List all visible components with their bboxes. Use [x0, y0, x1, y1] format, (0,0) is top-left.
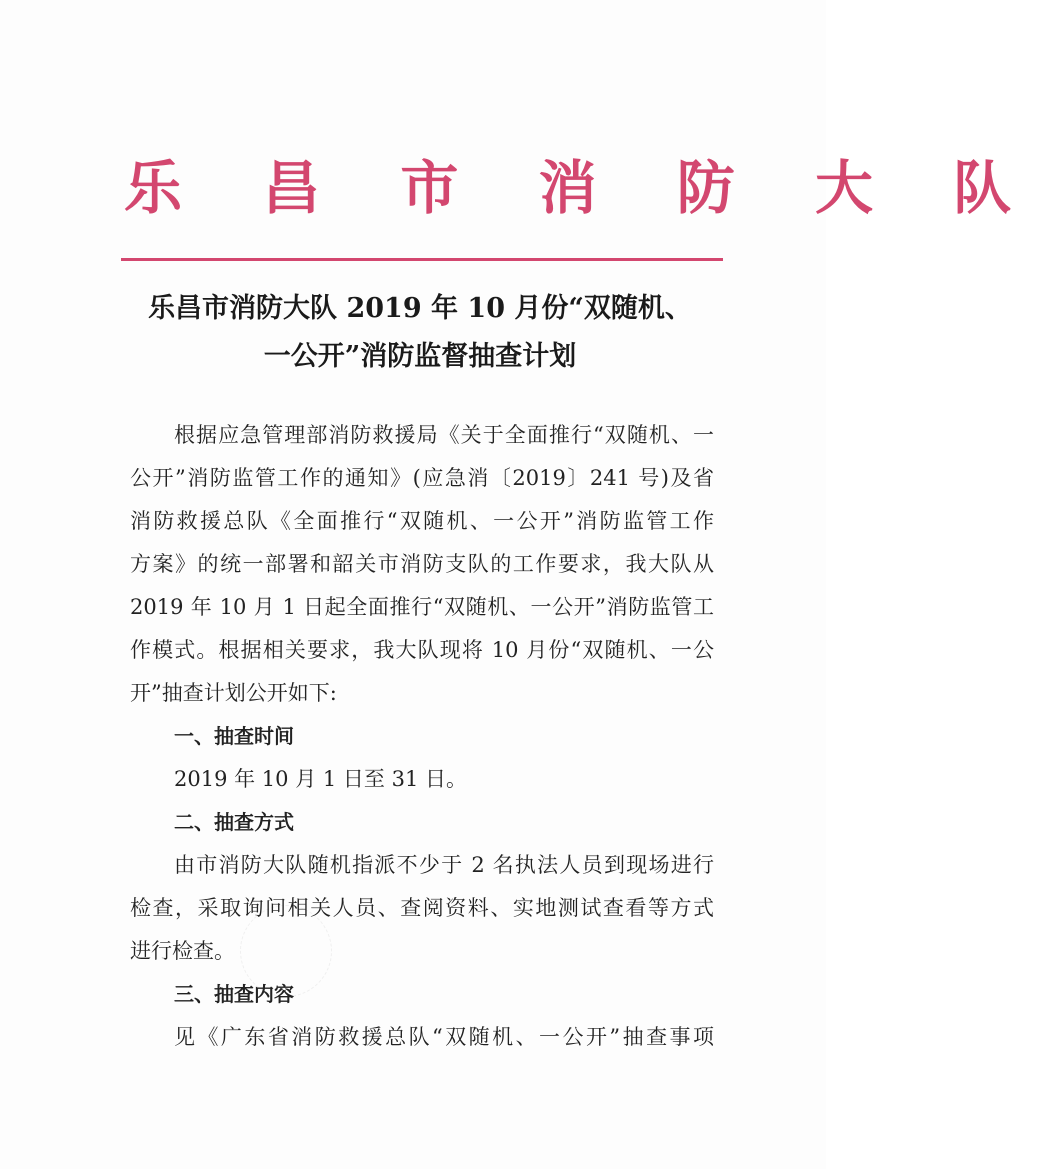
intro-line: 开”抽查计划公开如下: [130, 681, 337, 705]
title-line-1: 乐昌市消防大队 2019 年 10 月份“双随机、 [148, 293, 692, 324]
section-line: 由市消防大队随机指派不少于 2 名执法人员到现场进行 [174, 853, 714, 877]
section-heading-time: 一、抽查时间 [174, 724, 294, 748]
intro-line: 2019 年 10 月 1 日起全面推行“双随机、一公开”消防监管工 [130, 595, 714, 619]
section-heading-method: 二、抽查方式 [174, 810, 294, 834]
section-line: 进行检查。 [130, 939, 235, 963]
section-line: 检查，采取询问相关人员、查阅资料、实地测试查看等方式 [130, 896, 714, 920]
intro-line: 根据应急管理部消防救援局《关于全面推行“双随机、一 [174, 423, 714, 447]
document-body [130, 414, 714, 1059]
intro-line: 消防救援总队《全面推行“双随机、一公开”消防监管工作 [130, 509, 714, 533]
intro-line: 作模式。根据相关要求，我大队现将 10 月份“双随机、一公 [130, 638, 714, 662]
document-title [100, 285, 740, 381]
intro-line: 公开”消防监管工作的通知》(应急消〔2019〕241 号)及省 [130, 466, 714, 490]
section-line: 2019 年 10 月 1 日至 31 日。 [174, 767, 467, 791]
intro-line: 方案》的统一部署和韶关市消防支队的工作要求，我大队从 [130, 552, 714, 576]
section-line: 见《广东省消防救援总队“双随机、一公开”抽查事项 [174, 1025, 714, 1049]
title-line-2: 一公开”消防监督抽查计划 [263, 341, 577, 372]
organization-header: 乐 昌 市 消 防 大 队 [124, 154, 1041, 222]
header-divider [121, 258, 723, 261]
section-heading-content: 三、抽查内容 [174, 982, 294, 1006]
